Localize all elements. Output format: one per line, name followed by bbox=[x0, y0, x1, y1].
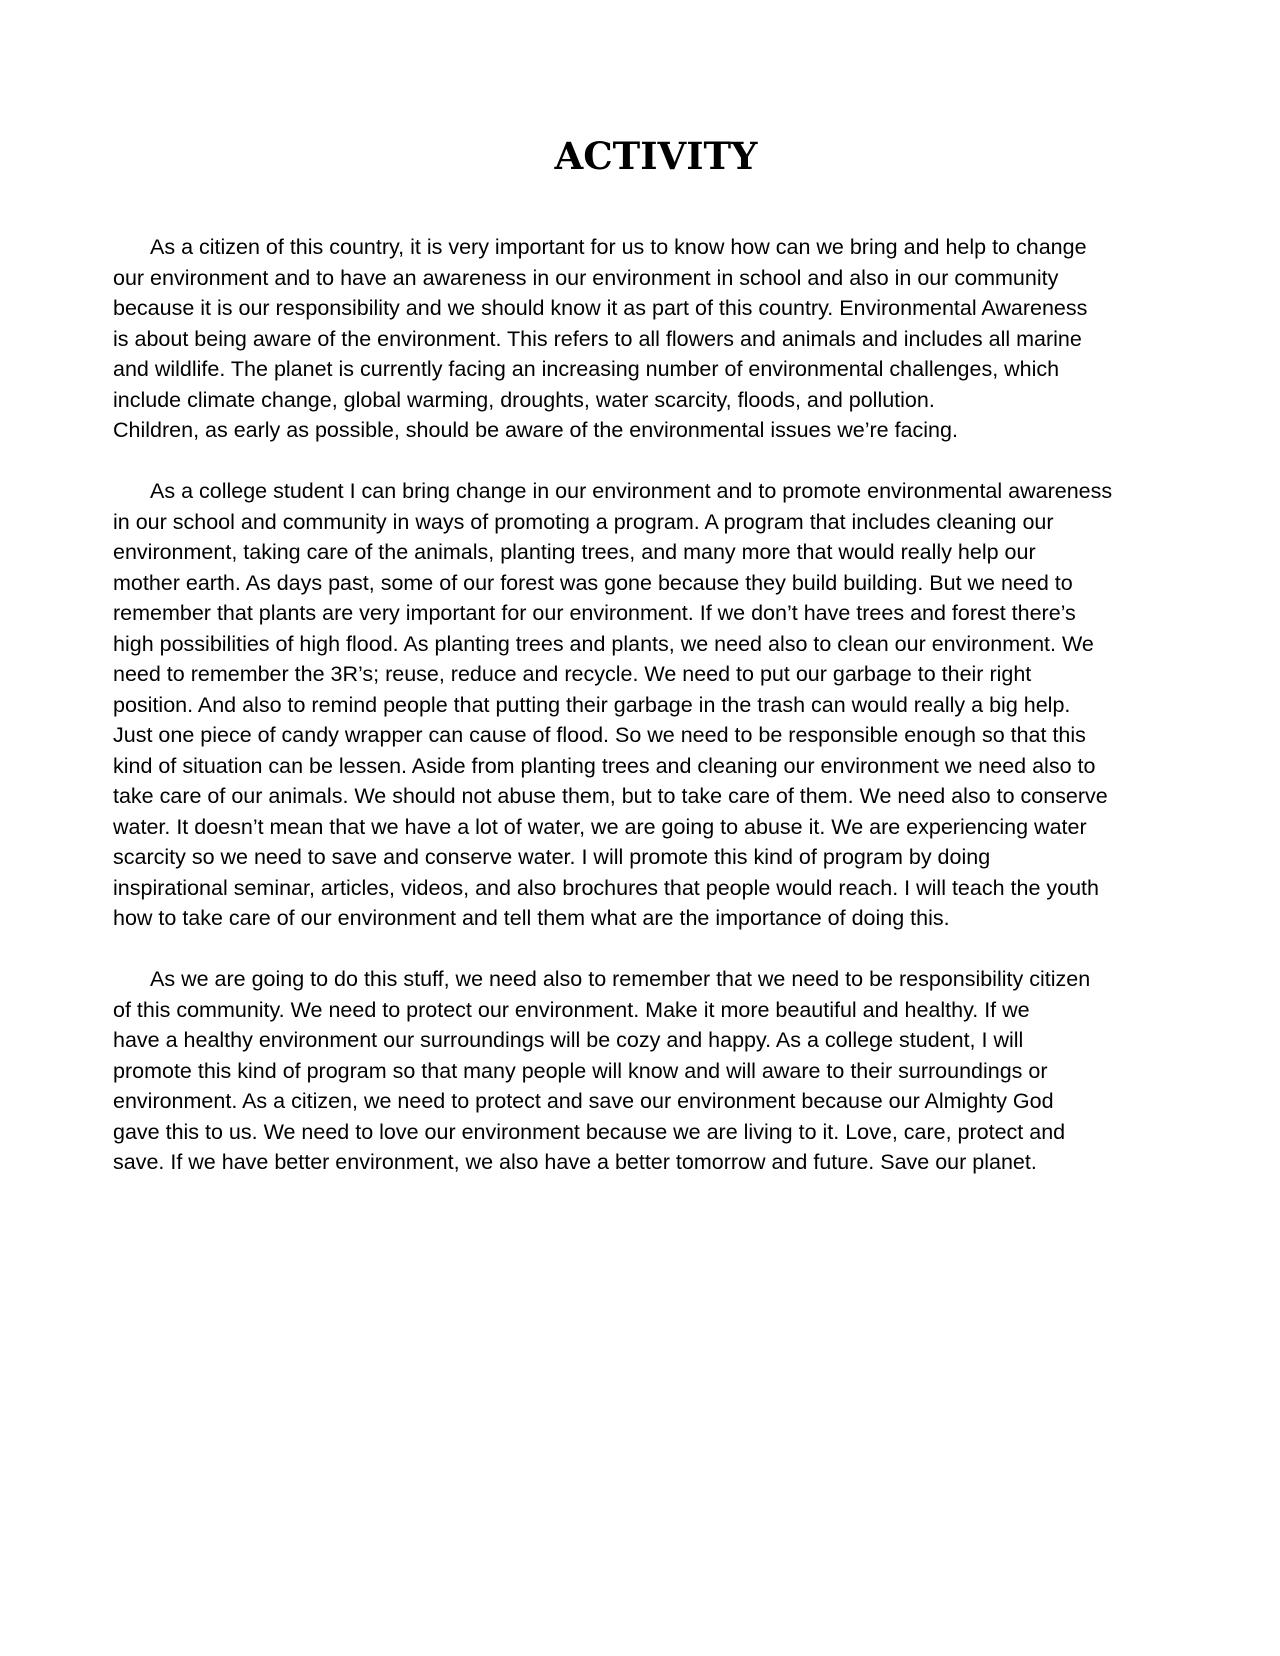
text-line: how to take care of our environment and tell them what are the importance of doing this. bbox=[113, 906, 950, 930]
text-line: gave this to us. We need to love our environment because we are living to it. Love, care, protect and bbox=[113, 1119, 1066, 1144]
text-line: remember that plants are very important for our environment. If we don’t have trees and forest there’s bbox=[113, 601, 1076, 625]
text-line: have a healthy environment our surroundings will be cozy and happy. As a college student, I will bbox=[113, 1028, 1024, 1052]
text-line: mother earth. As days past, some of our forest was gone because they build building. But we need to bbox=[113, 570, 1073, 595]
paragraph-1 bbox=[113, 232, 1188, 446]
text-line: environment. As a citizen, we need to protect and save our environment because our Almighty God bbox=[113, 1089, 1054, 1113]
text-line: and wildlife. The planet is currently facing an increasing number of environmental challenges, which bbox=[113, 357, 1060, 381]
text-line: position. And also to remind people that putting their garbage in the trash can would really a big help. bbox=[113, 692, 1071, 717]
text-line: of this community. We need to protect our environment. Make it more beautiful and healthy. If we bbox=[113, 997, 1030, 1022]
page-title: ACTIVITY bbox=[554, 134, 758, 178]
text-line: save. If we have better environment, we also have a better tomorrow and future. Save our planet. bbox=[113, 1150, 1037, 1174]
text-line: because it is our responsibility and we should know it as part of this country. Environmental Awareness bbox=[113, 296, 1088, 320]
text-line: As we are going to do this stuff, we need also to remember that we need to be responsibility citizen bbox=[150, 967, 1091, 991]
document-body bbox=[113, 232, 1188, 1208]
text-line: high possibilities of high flood. As planting trees and plants, we need also to clean our environment. We bbox=[113, 631, 1094, 656]
paragraph-2 bbox=[113, 476, 1188, 934]
text-line: environment, taking care of the animals, planting trees, and many more that would really help our bbox=[113, 540, 1036, 564]
text-line: water. It doesn’t mean that we have a lot of water, we are going to abuse it. We are experiencing water bbox=[113, 814, 1087, 839]
text-line: include climate change, global warming, droughts, water scarcity, floods, and pollution. bbox=[113, 387, 935, 412]
text-line: our environment and to have an awareness in our environment in school and also in our community bbox=[113, 265, 1059, 290]
text-line: Just one piece of candy wrapper can cause of flood. So we need to be responsible enough so that this bbox=[113, 723, 1086, 747]
text-line: promote this kind of program so that many people will know and will aware to their surroundings or bbox=[113, 1058, 1048, 1083]
text-line: is about being aware of the environment. This refers to all flowers and animals and includes all marine bbox=[113, 326, 1082, 351]
paragraph-3 bbox=[113, 964, 1188, 1178]
text-line: in our school and community in ways of promoting a program. A program that includes cleaning our bbox=[113, 509, 1054, 534]
text-line: As a college student I can bring change in our environment and to promote environmental awareness bbox=[150, 479, 1113, 503]
text-line: As a citizen of this country, it is very important for us to know how can we bring and help to change bbox=[150, 235, 1087, 259]
text-line: inspirational seminar, articles, videos, and also brochures that people would reach. I will teach the youth bbox=[113, 875, 1099, 900]
text-line: take care of our animals. We should not abuse them, but to take care of them. We need also to conserve bbox=[113, 784, 1108, 808]
text-line: scarcity so we need to save and conserve water. I will promote this kind of program by doing bbox=[113, 845, 991, 869]
text-line: kind of situation can be lessen. Aside from planting trees and cleaning our environment we need also to bbox=[113, 753, 1096, 778]
text-line: Children, as early as possible, should be aware of the environmental issues we’re facing. bbox=[113, 418, 958, 442]
text-line: need to remember the 3R’s; reuse, reduce and recycle. We need to put our garbage to their right bbox=[113, 662, 1032, 686]
